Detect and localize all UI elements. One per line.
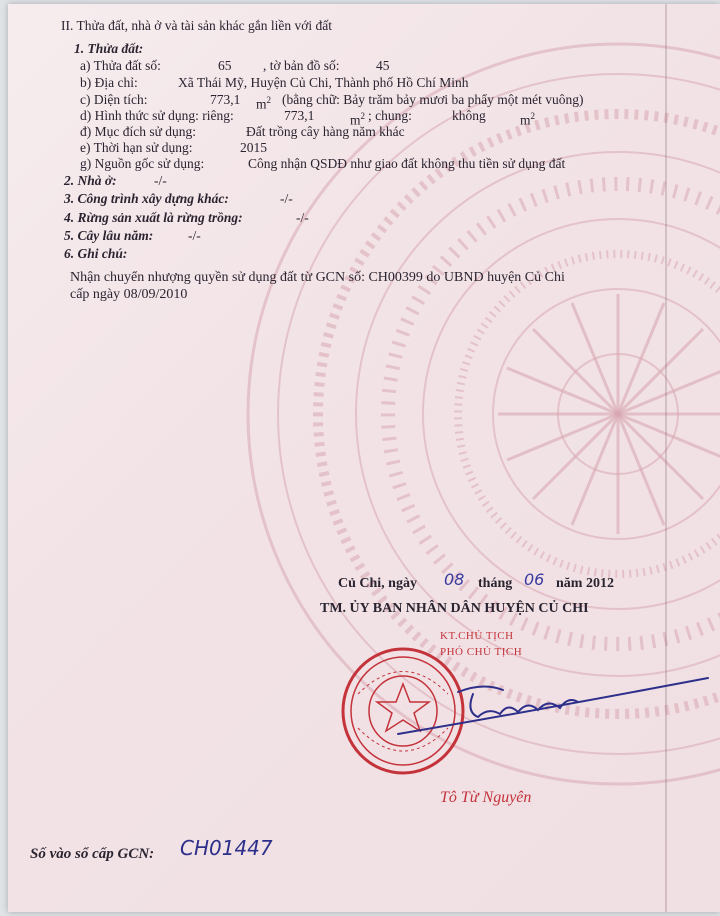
signature	[388, 672, 718, 742]
page-fold	[665, 4, 667, 912]
term-label: e) Thời hạn sử dụng:	[80, 140, 193, 155]
private-unit: $m^2$	[350, 111, 366, 128]
purpose-value: Đất trồng cây hàng năm khác	[246, 124, 405, 139]
map-number: 45	[376, 58, 390, 73]
perennial-value: -/-	[188, 228, 201, 243]
issuing-authority: TM. ỦY BAN NHÂN DÂN HUYỆN CỦ CHI	[320, 601, 589, 616]
registry-number: CH01447	[180, 836, 273, 860]
term-value: 2015	[240, 140, 267, 155]
area-label: c) Diện tích:	[80, 92, 148, 107]
origin-value: Công nhận QSDĐ như giao đất không thu tiền sử dụng đất	[248, 156, 566, 171]
forest-label: 4. Rừng sản xuất là rừng trồng:	[64, 210, 243, 225]
map-label: , tờ bản đồ số:	[263, 58, 340, 73]
stamp-title-line-2: PHÓ CHỦ TỊCH	[440, 646, 523, 658]
other-works-label: 3. Công trình xây dựng khác:	[64, 191, 229, 206]
origin-label: g) Nguồn gốc sử dụng:	[80, 156, 205, 171]
house-label: 2. Nhà ở:	[64, 173, 117, 188]
common-label: ; chung:	[368, 108, 412, 123]
forest-value: -/-	[296, 210, 309, 225]
notes-label: 6. Ghi chú:	[64, 246, 128, 261]
parcel-number: 65	[218, 58, 232, 73]
issue-day: 08	[444, 570, 465, 589]
issue-place-label: Củ Chi, ngày	[338, 576, 417, 591]
notes-line-1: Nhận chuyển nhượng quyền sử dụng đất từ GCN số: CH00399 do UBND huyện Củ Chi	[70, 270, 565, 285]
other-works-value: -/-	[280, 191, 293, 206]
land-title: 1. Thửa đất:	[74, 41, 144, 56]
perennial-label: 5. Cây lâu năm:	[64, 228, 154, 243]
purpose-label: đ) Mục đích sử dụng:	[80, 124, 197, 139]
issue-year: năm 2012	[556, 576, 614, 591]
address-label: b) Địa chỉ:	[80, 75, 138, 90]
house-value: -/-	[154, 173, 167, 188]
registry-label: Số vào sổ cấp GCN:	[30, 846, 155, 862]
usage-form-label: d) Hình thức sử dụng: riêng:	[80, 108, 234, 123]
certificate-page	[8, 4, 720, 912]
area-in-words: (bằng chữ: Bảy trăm bảy mươi ba phẩy một mét vuông)	[282, 92, 584, 107]
section-heading: II. Thửa đất, nhà ở và tài sản khác gắn liền với đất	[61, 18, 333, 33]
common-unit: $m^2$	[520, 111, 536, 128]
issue-month-label: tháng	[478, 576, 513, 591]
area-value: 773,1	[210, 92, 241, 107]
address-value: Xã Thái Mỹ, Huyện Củ Chi, Thành phố Hồ Chí Minh	[178, 75, 469, 90]
stamp-title-line-1: KT.CHỦ TỊCH	[440, 630, 514, 642]
private-area: 773,1	[284, 108, 315, 123]
notes-line-2: cấp ngày 08/09/2010	[70, 287, 188, 302]
area-unit: $m^2$	[256, 95, 272, 112]
signer-name: Tô Từ Nguyên	[440, 789, 532, 806]
issue-month: 06	[524, 570, 545, 589]
parcel-label: a) Thửa đất số:	[80, 58, 161, 73]
common-area: không	[452, 108, 486, 123]
